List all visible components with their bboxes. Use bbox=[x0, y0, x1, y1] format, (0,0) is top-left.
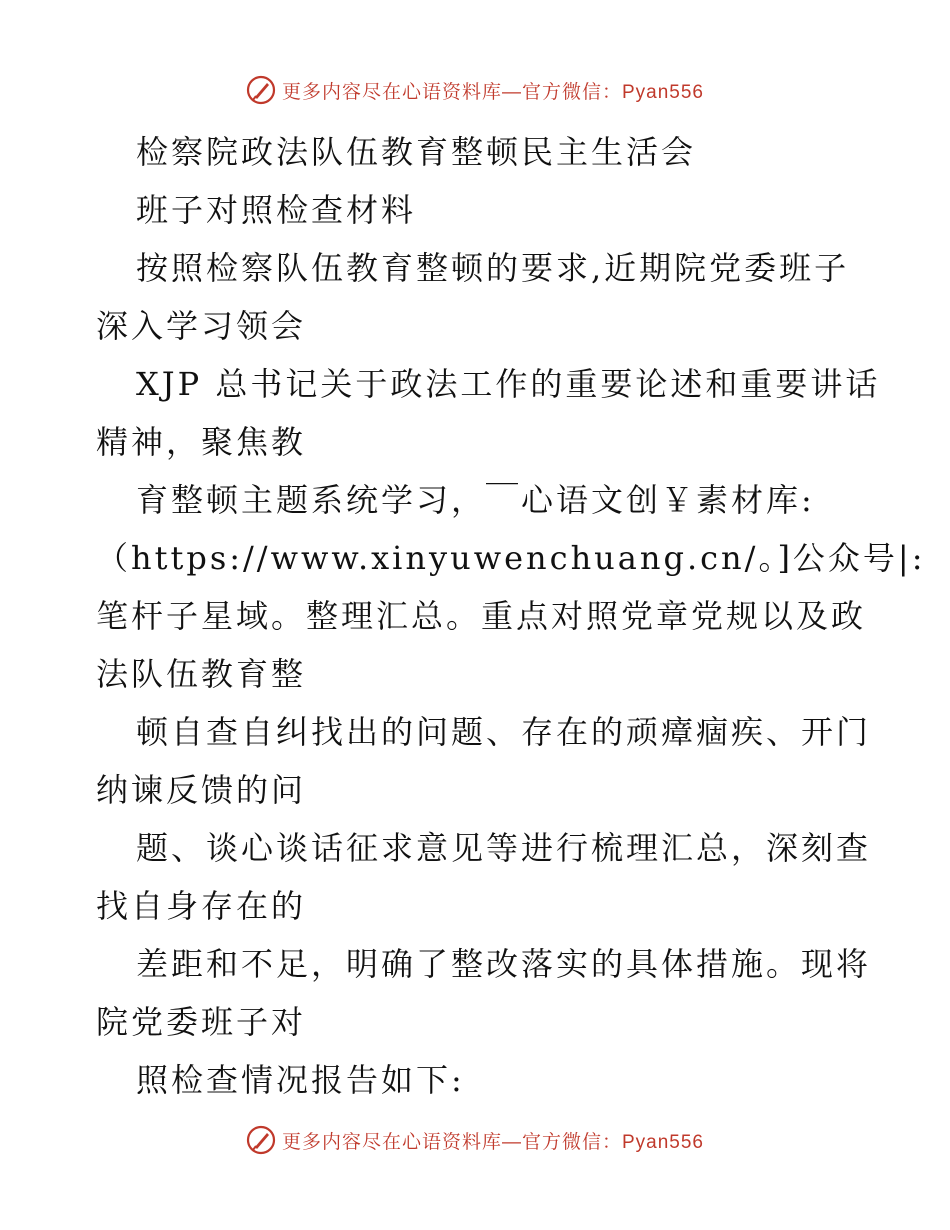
header-watermark bbox=[0, 70, 950, 110]
document-line: 院党委班子对 bbox=[96, 1003, 307, 1041]
quill-logo-icon bbox=[246, 75, 276, 105]
document-line: 法队伍教育整 bbox=[96, 655, 307, 693]
document-line: 班子对照检查材料 bbox=[136, 191, 417, 229]
document-line: 按照检察队伍教育整顿的要求,近期院党委班子 bbox=[136, 249, 850, 287]
document-line: 找自身存在的 bbox=[96, 887, 307, 925]
footer-watermark bbox=[0, 1120, 950, 1160]
watermark-text: 更多内容尽在心语资料库—官方微信：Pyan556 bbox=[281, 1131, 704, 1153]
document-line: 照检查情况报告如下: bbox=[136, 1061, 465, 1099]
watermark-text: 更多内容尽在心语资料库—官方微信：Pyan556 bbox=[281, 81, 704, 103]
document-line: 笔杆子星域。整理汇总。重点对照党章党规以及政 bbox=[96, 597, 867, 635]
document-line: 题、谈心谈话征求意见等进行梳理汇总，深刻查 bbox=[136, 829, 872, 867]
document-line: （https://www.xinyuwenchuang.cn/。]公众号|: bbox=[96, 539, 926, 577]
document-body bbox=[96, 123, 926, 1109]
document-line: XJP 总书记关于政法工作的重要论述和重要讲话 bbox=[136, 365, 881, 403]
quill-logo-icon bbox=[246, 1125, 276, 1155]
document-line: 深入学习领会 bbox=[96, 307, 307, 345]
document-line: 纳谏反馈的问 bbox=[96, 771, 307, 809]
document-line: 检察院政法队伍教育整顿民主生活会 bbox=[136, 133, 697, 171]
document-line: 育整顿主题系统学习，￣心语文创￥素材库: bbox=[136, 481, 815, 519]
document-line: 精神，聚焦教 bbox=[96, 423, 307, 461]
document-line: 顿自查自纠找出的问题、存在的顽瘴痼疾、开门 bbox=[136, 713, 872, 751]
document-line: 差距和不足，明确了整改落实的具体措施。现将 bbox=[136, 945, 872, 983]
